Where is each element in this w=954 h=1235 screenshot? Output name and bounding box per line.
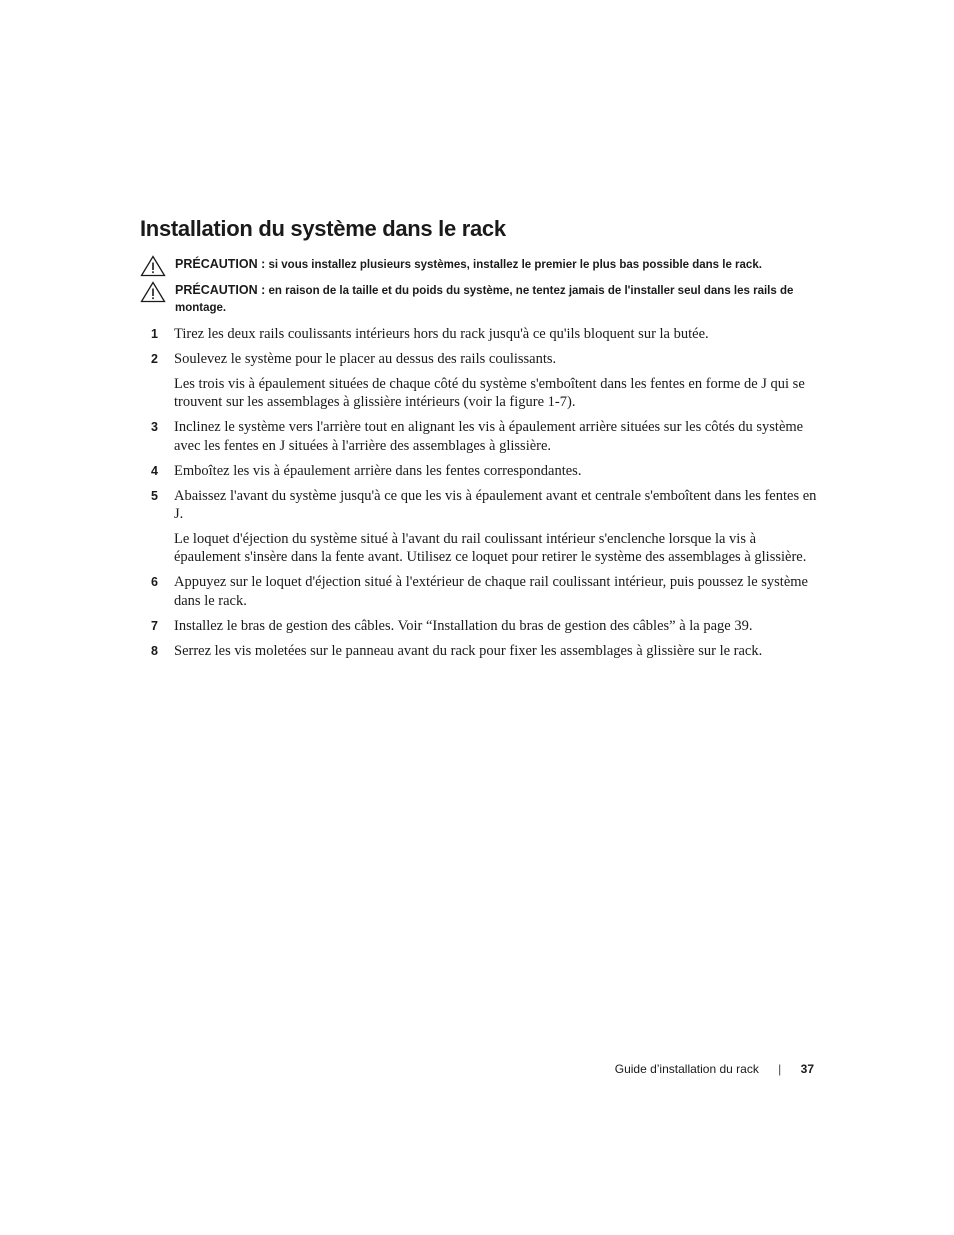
step-7 [140, 617, 820, 636]
step-number: 7 [151, 618, 158, 633]
installation-steps [140, 325, 820, 667]
step-note: Les trois vis à épaulement situées de chaque côté du système s'emboîtent dans les fentes en forme de J qui se trouvent sur les assemblages à glissière intérieurs (voir la figure 1-7). [174, 375, 805, 410]
page-number: 37 [800, 1062, 814, 1076]
footer-divider: | [778, 1062, 782, 1076]
step-text: Serrez les vis moletées sur le panneau avant du rack pour fixer les assemblages à glissière sur le rack. [174, 642, 763, 659]
page-title: Installation du système dans le rack [140, 216, 506, 241]
step-text: Tirez les deux rails coulissants intérieurs hors du rack jusqu'à ce qu'ils bloquent sur la butée. [174, 326, 709, 342]
step-text: Installez le bras de gestion des câbles. Voir “Installation du bras de gestion des câbles” à la page 39. [174, 617, 753, 634]
step-8 [140, 642, 820, 661]
footer-guide-title: Guide d’installation du rack [614, 1062, 759, 1076]
step-number: 4 [151, 463, 158, 478]
step-number: 3 [151, 420, 158, 434]
step-4 [140, 462, 820, 481]
step-1 [140, 325, 820, 344]
step-text: Soulevez le système pour le placer au dessus des rails coulissants. [174, 351, 557, 367]
step-number: 1 [151, 327, 158, 341]
step-2 [140, 350, 820, 412]
caution-note-2 [140, 282, 810, 317]
step-number: 2 [151, 352, 158, 366]
step-number: 5 [151, 488, 158, 503]
step-number: 6 [151, 575, 158, 589]
step-5 [140, 487, 820, 567]
step-text: Emboîtez les vis à épaulement arrière dans les fentes correspondantes. [174, 462, 582, 479]
step-6 [140, 573, 820, 610]
warning-triangle-icon [140, 255, 166, 277]
step-3 [140, 418, 820, 455]
caution-note-1 [140, 256, 810, 274]
step-text: Appuyez sur le loquet d'éjection situé à l'extérieur de chaque rail coulissant intérieur, puis poussez le système dans le rack. [174, 574, 808, 609]
step-note: Le loquet d'éjection du système situé à l'avant du rail coulissant intérieur s'enclenche lorsque la vis à épaulement s'insère dans la fente avant. Utilisez ce loquet pour retirer le système des assemblages à glissière. [174, 530, 807, 565]
step-text: Abaissez l'avant du système jusqu'à ce que les vis à épaulement avant et centrale s'emboîtent dans les fentes en J. [174, 487, 817, 522]
step-number: 8 [151, 643, 158, 658]
caution-text: en raison de la taille et du poids du système, ne tentez jamais de l'installer seul dans les rails de montage. [175, 285, 794, 314]
caution-text: si vous installez plusieurs systèmes, installez le premier le plus bas possible dans le rack. [268, 259, 762, 271]
page-footer [615, 1062, 814, 1076]
warning-triangle-icon [140, 281, 166, 303]
caution-label: PRÉCAUTION : [175, 283, 266, 297]
caution-label: PRÉCAUTION : [175, 257, 266, 271]
step-text: Inclinez le système vers l'arrière tout en alignant les vis à épaulement arrière situées sur les côtés du système avec les fentes en J situées à l'arrière des assemblages à glissière. [174, 419, 804, 454]
